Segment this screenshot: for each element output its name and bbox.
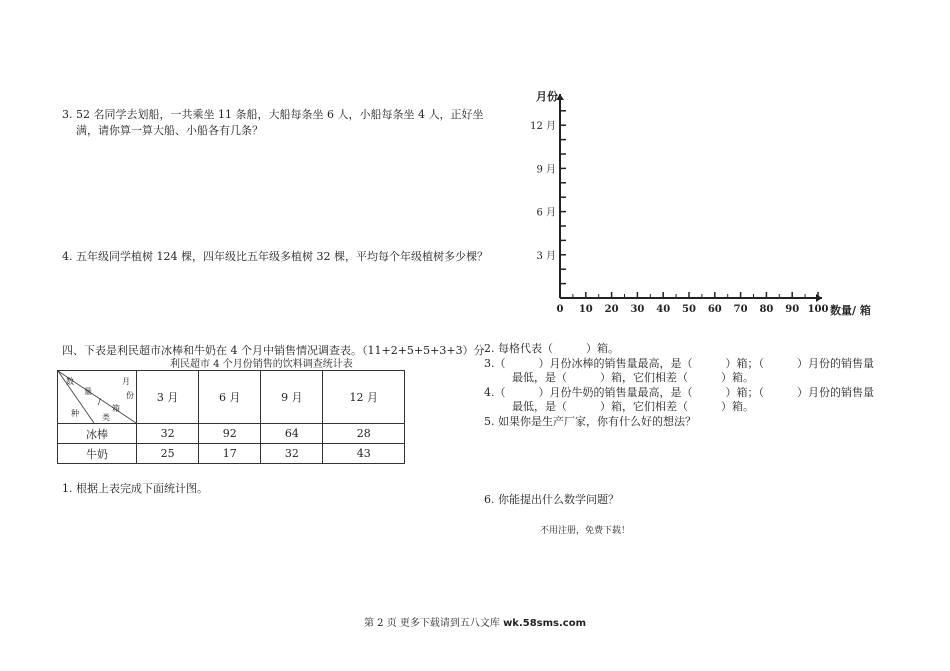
table-cell: 28 [323, 424, 405, 444]
y-axis-label: 月份 [536, 90, 558, 103]
y-tick-label: 6 月 [536, 207, 556, 219]
question-1: 1. 根据上表完成下面统计图。 [62, 482, 208, 495]
header-char-zhong: 种 [71, 409, 79, 418]
question-r3-line1: 3.（ ）月份冰棒的销售量最高，是（ ）箱；（ ）月份的销售量 [484, 357, 874, 370]
header-char-lei: 类 [102, 413, 110, 422]
question-r4-line1: 4.（ ）月份牛奶的销售量最高，是（ ）箱；（ ）月份的销售量 [484, 386, 874, 399]
x-tick-label: 80 [759, 304, 774, 315]
header-char-slash: / [98, 397, 101, 406]
table-cell: 17 [199, 444, 261, 464]
x-tick-marks [557, 292, 829, 315]
x-tick-label: 20 [604, 304, 619, 315]
footer-site-link[interactable]: wk.58sms.com [503, 618, 587, 629]
table-cell: 43 [323, 444, 405, 464]
chart-axes [556, 94, 822, 302]
x-tick-label: 40 [656, 304, 671, 315]
footer-text: 第 2 页 更多下载请到五八文库 [363, 618, 504, 629]
header-char-fen: 份 [126, 391, 134, 400]
x-tick-label: 50 [682, 304, 696, 315]
free-download-note: 不用注册，免费下载！ [540, 526, 631, 536]
x-tick-label: 90 [785, 304, 800, 315]
sales-table [57, 370, 405, 464]
question-4: 4. 五年级同学植树 124 棵，四年级比五年级多植树 32 棵，平均每个年级植树多少棵？ [62, 250, 488, 263]
table-cell: 64 [261, 424, 323, 444]
bar-chart-grid [520, 86, 875, 326]
table-cell: 32 [137, 424, 199, 444]
question-3-line1: 3. 52 名同学去划船，一共乘坐 11 条船，大船每条坐 6 人，小船每条坐 4 人，正好坐 [62, 108, 484, 121]
month-header: 9 月 [261, 371, 323, 424]
row-label: 牛奶 [58, 444, 137, 464]
question-r2: 2. 每格代表（ ）箱。 [484, 342, 619, 355]
question-r4-line2: 最低，是（ ）箱，它们相差（ ）箱。 [512, 400, 754, 413]
question-r3-line2: 最低，是（ ）箱，它们相差（ ）箱。 [512, 371, 754, 384]
y-tick-label: 9 月 [536, 164, 556, 176]
y-tick-label: 12 月 [530, 121, 556, 133]
table-title: 利民超市 4 个月份销售的饮料调查统计表 [170, 359, 353, 370]
x-tick-label: 100 [807, 304, 829, 315]
section-4-heading: 四、下表是利民超市冰棒和牛奶在 4 个月中销售情况调查表。（11+2+5+5+3+3）分 [62, 344, 485, 357]
page-footer [0, 614, 950, 629]
question-3-line2: 满，请你算一算大船、小船各有几条？ [76, 124, 263, 137]
month-header: 6 月 [199, 371, 261, 424]
x-tick-label: 70 [733, 304, 748, 315]
question-r5: 5. 如果你是生产厂家，你有什么好的想法？ [484, 415, 696, 428]
month-header: 3 月 [137, 371, 199, 424]
header-char-yue: 月 [122, 377, 130, 386]
table-cell: 32 [261, 444, 323, 464]
question-r6: 6. 你能提出什么数学问题？ [484, 493, 619, 506]
x-axis-arrow-icon [816, 294, 822, 302]
table-cell: 25 [137, 444, 199, 464]
x-axis-label: 数量/ 箱 [830, 304, 871, 317]
month-header: 12 月 [323, 371, 405, 424]
x-tick-label: 10 [578, 304, 593, 315]
table-corner-header [58, 371, 137, 424]
table-cell: 92 [199, 424, 261, 444]
table-row [58, 444, 405, 464]
row-label: 冰棒 [58, 424, 137, 444]
x-tick-label: 0 [556, 304, 564, 315]
table-row [58, 424, 405, 444]
header-char-liang: 量 [84, 387, 92, 396]
header-char-shu: 数 [66, 377, 74, 386]
x-tick-label: 60 [707, 304, 722, 315]
header-char-xiang: 箱 [112, 404, 120, 413]
y-tick-label: 3 月 [536, 250, 556, 262]
x-tick-label: 30 [630, 304, 645, 315]
